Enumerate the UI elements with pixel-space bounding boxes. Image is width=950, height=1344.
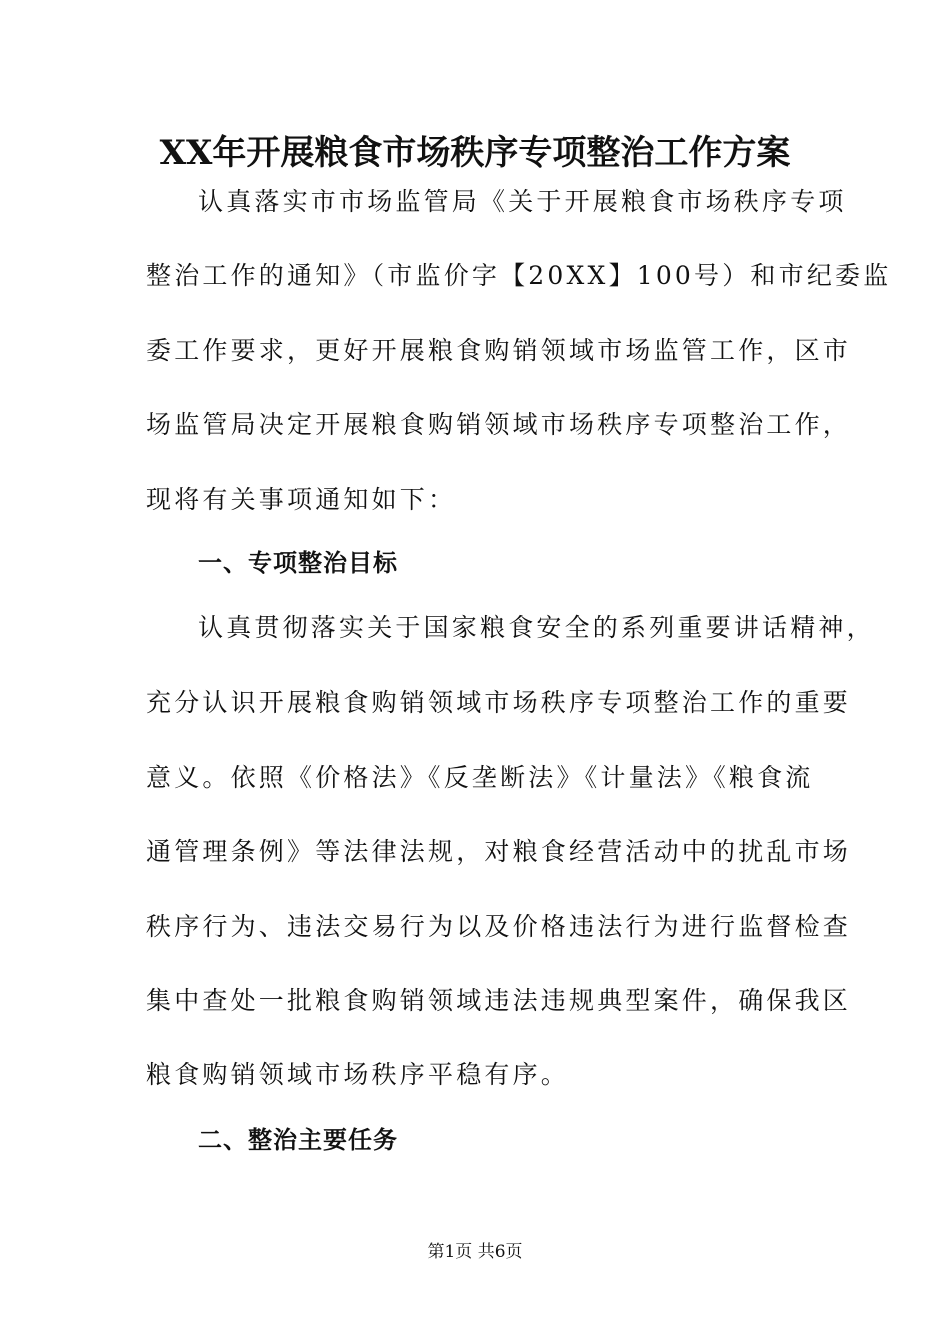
paragraph-line: 认真贯彻落实关于国家粮食安全的系列重要讲话精神， bbox=[198, 613, 875, 642]
paragraph-line: 委工作要求，更好开展粮食购销领域市场监管工作，区市 bbox=[146, 336, 852, 365]
paragraph-line: 整治工作的通知》（市监价字【20XX】100号）和市纪委监 bbox=[146, 261, 892, 290]
paragraph-line: 通管理条例》等法律法规，对粮食经营活动中的扰乱市场 bbox=[146, 837, 852, 866]
paragraph-line: 集中查处一批粮食购销领域违法违规典型案件，确保我区 bbox=[146, 986, 852, 1015]
paragraph-line: 现将有关事项通知如下： bbox=[146, 485, 457, 514]
page-footer: 第1页 共6页 bbox=[427, 1242, 523, 1262]
paragraph-line: 粮食购销领域市场秩序平稳有序。 bbox=[146, 1060, 570, 1089]
paragraph-line: 充分认识开展粮食购销领域市场秩序专项整治工作的重要 bbox=[146, 688, 852, 717]
paragraph-line: 认真落实市市场监管局《关于开展粮食市场秩序专项 bbox=[198, 187, 847, 216]
section-heading: 二、整治主要任务 bbox=[198, 1126, 398, 1154]
section-heading: 一、专项整治目标 bbox=[198, 549, 398, 577]
paragraph-line: 场监管局决定开展粮食购销领域市场秩序专项整治工作， bbox=[146, 410, 852, 439]
paragraph-line: 意义。依照《价格法》《反垄断法》《计量法》《粮食流 bbox=[146, 763, 814, 792]
document-title: XX年开展粮食市场秩序专项整治工作方案 bbox=[159, 133, 791, 173]
paragraph-line: 秩序行为、违法交易行为以及价格违法行为进行监督检查 bbox=[146, 912, 852, 941]
